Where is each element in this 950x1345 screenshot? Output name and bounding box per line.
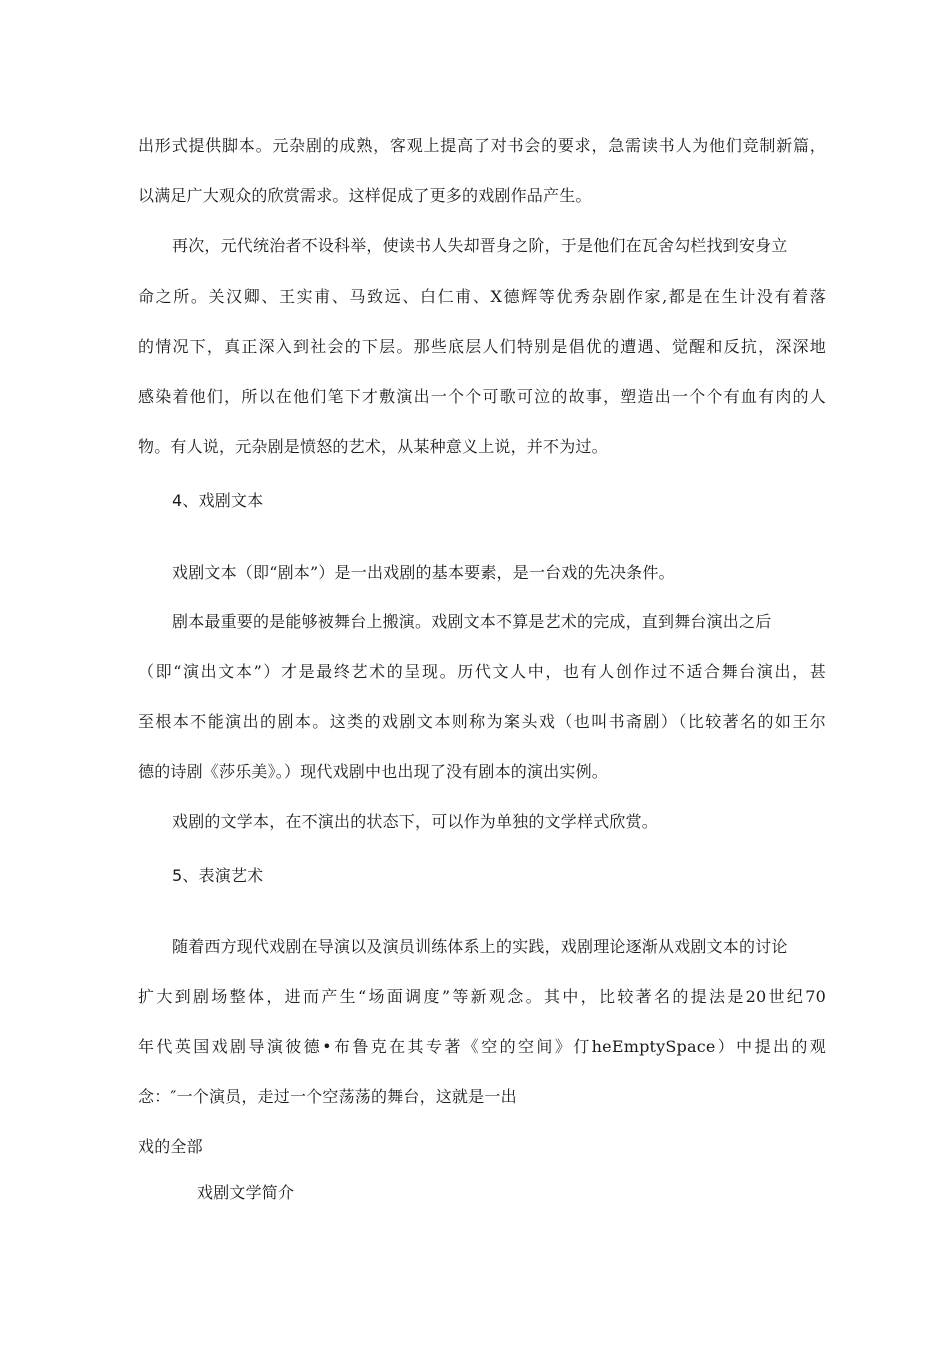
paragraph-line: 戏的全部 bbox=[138, 1137, 203, 1156]
paragraph-line: 随着西方现代戏剧在导演以及演员训练体系上的实践，戏剧理论逐渐从戏剧文本的讨论 bbox=[172, 937, 788, 956]
paragraph-line: 物。有人说，元杂剧是愤怒的艺术，从某种意义上说，并不为过。 bbox=[138, 437, 608, 456]
paragraph-line: 戏剧文本（即“剧本”）是一出戏剧的基本要素，是一台戏的先决条件。 bbox=[172, 563, 675, 582]
paragraph-line: 德的诗剧《莎乐美》。）现代戏剧中也出现了没有剧本的演出实例。 bbox=[138, 762, 609, 781]
paragraph-line: 再次，元代统治者不设科举，使读书人失却晋身之阶，于是他们在瓦舍勾栏找到安身立 bbox=[172, 236, 788, 255]
paragraph-line: 年代英国戏剧导演彼德•布鲁克在其专著《空的空间》仃heEmptySpace）中提出的观 bbox=[138, 1037, 826, 1056]
paragraph-line: 扩大到剧场整体，进而产生“场面调度”等新观念。其中，比较著名的提法是20世纪70 bbox=[138, 987, 826, 1006]
paragraph-line: 至根本不能演出的剧本。这类的戏剧文本则称为案头戏（也叫书斋剧）（比较著名的如王尔 bbox=[138, 712, 826, 731]
paragraph-line: 命之所。关汉卿、王实甫、马致远、白仁甫、X德辉等优秀杂剧作家,都是在生计没有着落 bbox=[138, 287, 826, 306]
paragraph-line: 感染着他们，所以在他们笔下才敷演出一个个可歌可泣的故事，塑造出一个个有血有肉的人 bbox=[138, 387, 826, 406]
paragraph-line: 以满足广大观众的欣赏需求。这样促成了更多的戏剧作品产生。 bbox=[138, 186, 592, 205]
paragraph-line: 出形式提供脚本。元杂剧的成熟，客观上提高了对书会的要求，急需读书人为他们竞制新篇， bbox=[138, 136, 826, 155]
section-heading: 4、戏剧文本 bbox=[172, 491, 264, 510]
paragraph-line: 的情况下，真正深入到社会的下层。那些底层人们特别是倡优的遭遇、觉醒和反抗，深深地 bbox=[138, 337, 826, 356]
paragraph-line: （即“演出文本”）才是最终艺术的呈现。历代文人中，也有人创作过不适合舞台演出，甚 bbox=[138, 662, 826, 681]
paragraph-line: 戏剧的文学本，在不演出的状态下，可以作为单独的文学样式欣赏。 bbox=[172, 812, 659, 831]
paragraph-line: 念：″一个演员，走过一个空荡荡的舞台，这就是一出 bbox=[138, 1087, 517, 1106]
document-footer-title: 戏剧文学简介 bbox=[197, 1183, 295, 1202]
paragraph-line: 剧本最重要的是能够被舞台上搬演。戏剧文本不算是艺术的完成，直到舞台演出之后 bbox=[172, 612, 772, 631]
section-heading: 5、表演艺术 bbox=[172, 866, 264, 885]
